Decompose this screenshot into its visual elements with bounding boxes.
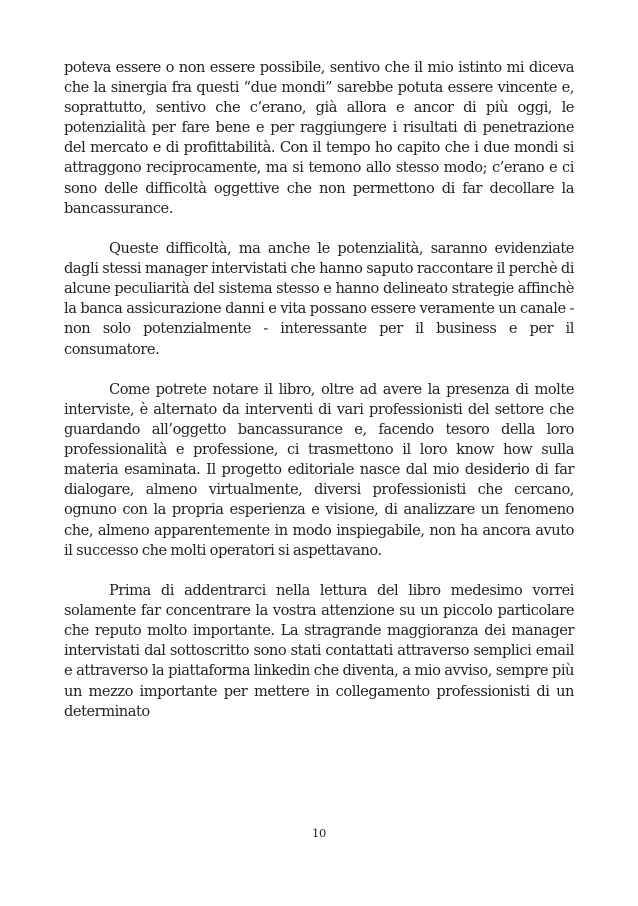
paragraph-difficulties: Queste difficoltà, ma anche le potenzialità, saranno evidenziate dagli stessi manager intervistati che hanno saputo raccontare il perchè di alcune peculiarità del sistema stesso e hanno delineato strategie affinchè la banca assicurazione danni e vita possano essere veramente un canale - non solo potenzialmente - interessante per il business e per il consumatore. [64,240,574,358]
body-text [64,58,574,722]
paragraph-book-structure: Come potrete notare il libro, oltre ad avere la presenza di molte interviste, è alternato da interventi di vari professionisti del settore che guardando all’oggetto bancassurance e, facendo tesoro della loro professionalità e professione, ci trasmettono il loro know how sulla materia esaminata. Il progetto editoriale nasce dal mio desiderio di far dialogare, almeno virtualmente, diversi professionisti che cercano, ognuno con la propria esperienza e visione, di analizzare un fenomeno che, almeno apparentemente in modo inspiegabile, non ha ancora avuto il successo che molti operatori si aspettavano. [64,380,574,559]
page-number: 10 [311,826,327,840]
paragraph-continuation: poteva essere o non essere possibile, sentivo che il mio istinto mi diceva che la sinergia fra questi “due mondi” sarebbe potuta essere vincente e, soprattutto, sentivo che c’erano, già allora e ancor di più oggi, le potenzialità per fare bene e per raggiungere i risultati di penetrazione del mercato e di profittabilità. Con il tempo ho capito che i due mondi si attraggono reciprocamente, ma si temono allo stesso modo; c’erano e ci sono delle difficoltà oggettive che non permettono di far decollare la bancassurance. [64,59,574,217]
paragraph-linkedin: Prima di addentrarci nella lettura del libro medesimo vorrei solamente far concentrare la vostra attenzione su un piccolo particolare che reputo molto importante. La stragrande maggioranza dei manager intervistati dal sottoscritto sono stati contattati attraverso semplici email e attraverso la piattaforma linkedin che diventa, a mio avviso, sempre più un mezzo importante per mettere in collegamento professionisti di un determinato [64,582,574,720]
